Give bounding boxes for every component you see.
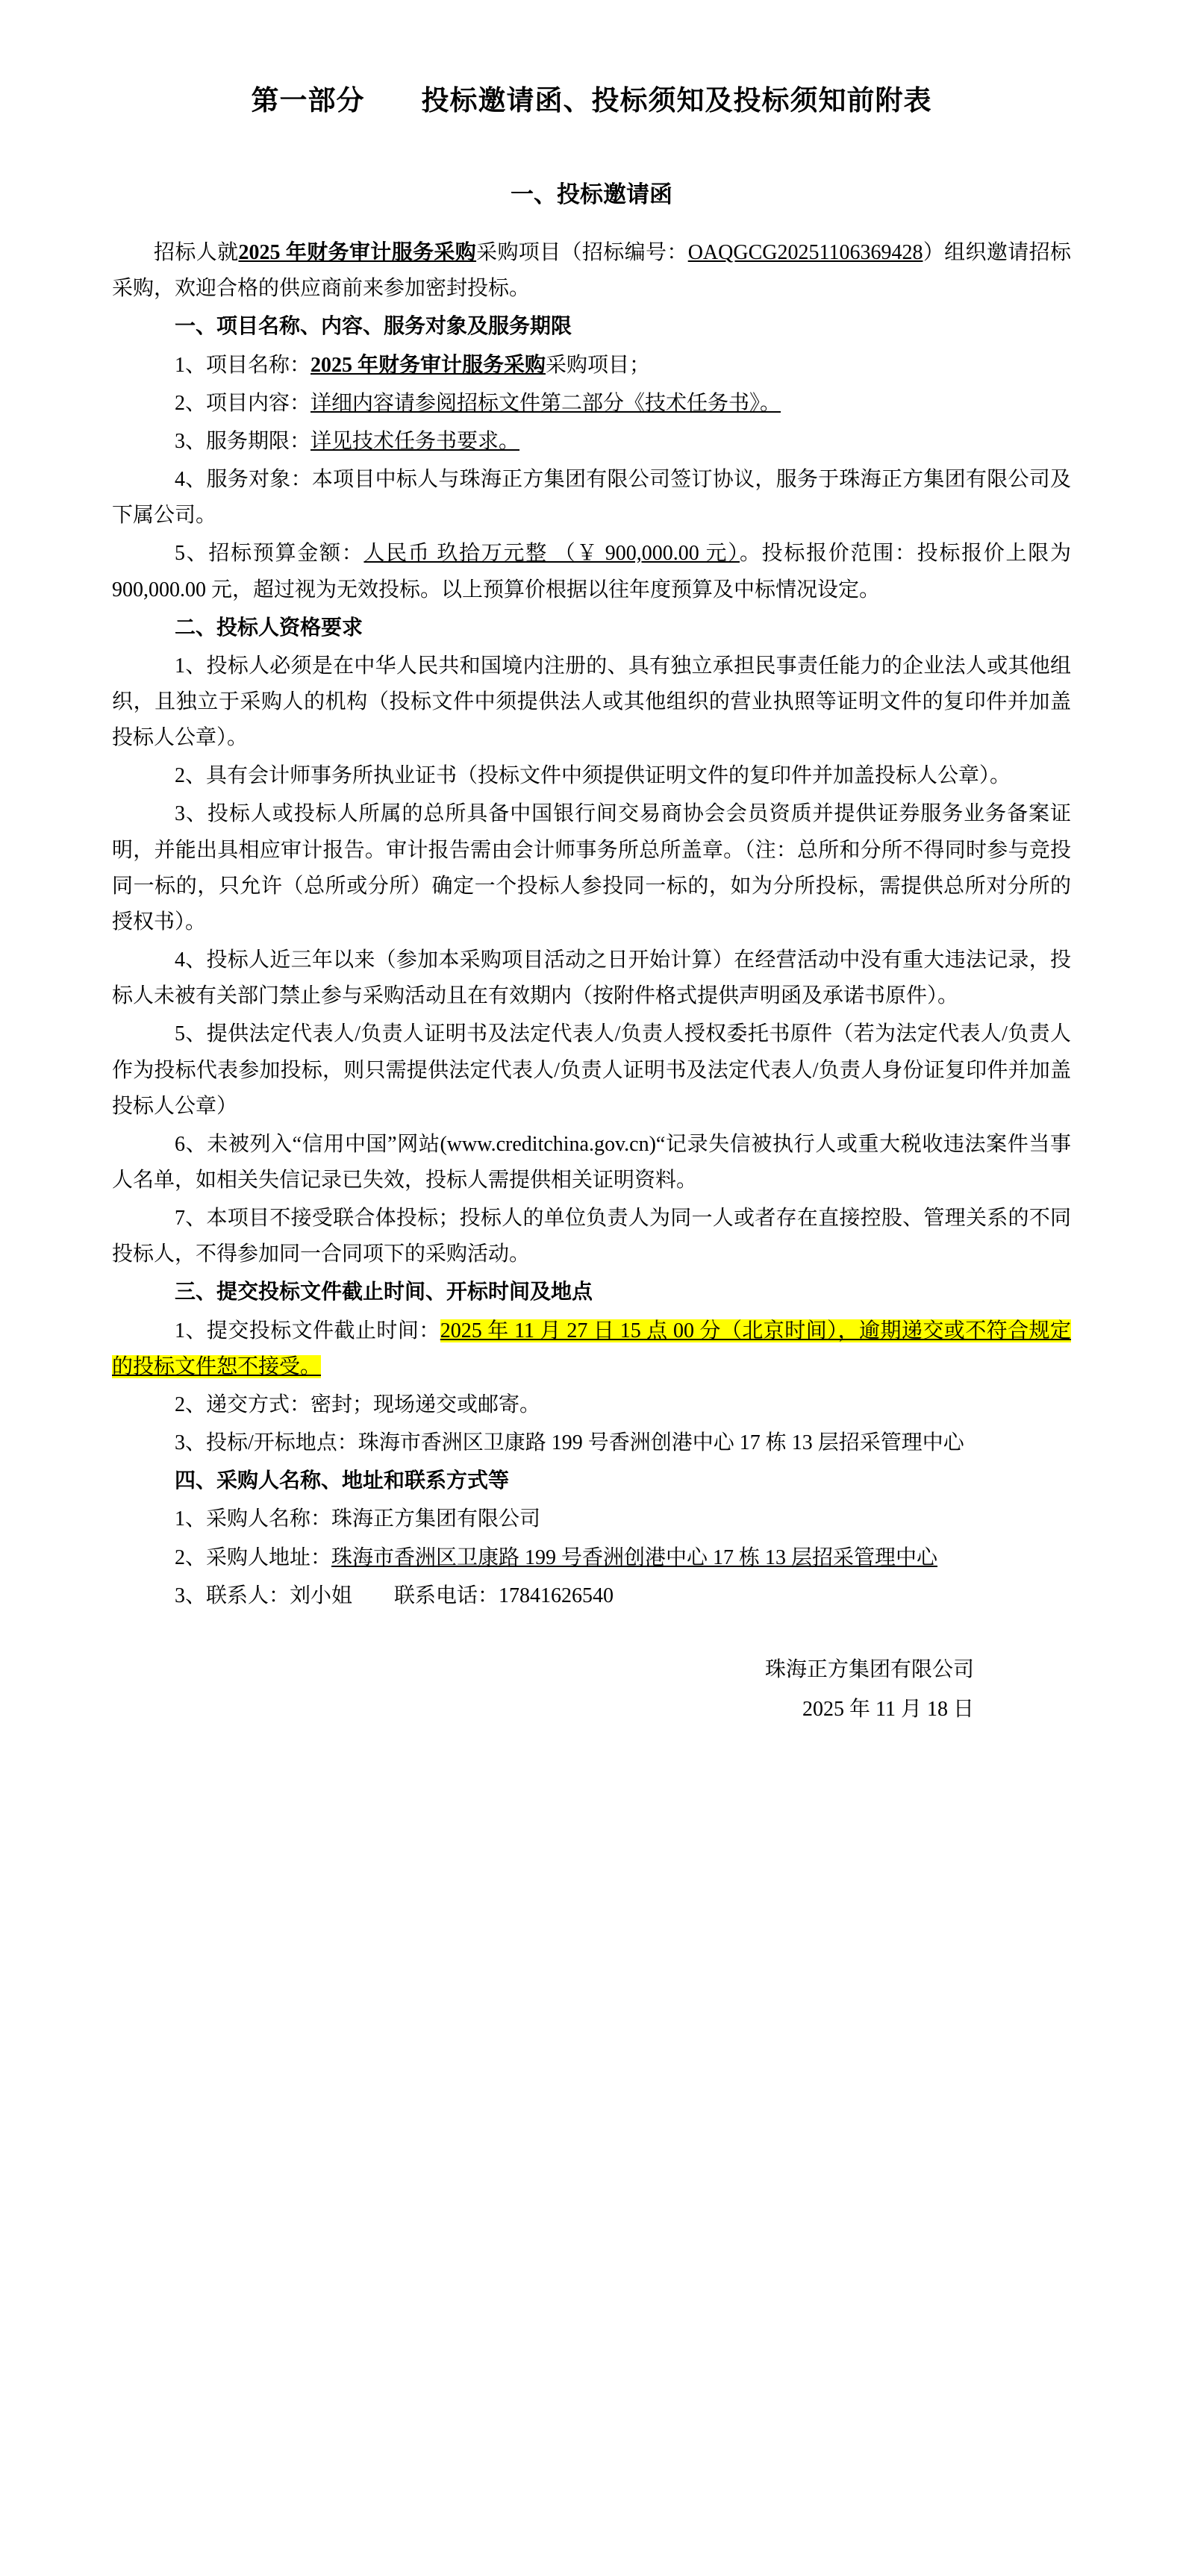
clause1-item1-prefix: 1、项目名称： — [175, 353, 311, 377]
page-title: 第一部分 投标邀请函、投标须知及投标须知前附表 — [251, 86, 932, 116]
clause1-item3-value: 详见技术任务书要求。 — [310, 429, 520, 453]
clause4-contact-phone: 联系电话：17841626540 — [394, 1584, 614, 1607]
intro-tender-number: OAQGCG20251106369428 — [687, 241, 923, 265]
clause2-item-4: 4、投标人近三年以来（参加本采购项目活动之日开始计算）在经营活动中没有重大违法记录，投标人未被有关部门禁止参与采购活动且在有效期内（按附件格式提供声明函及承诺书原件）。 — [112, 948, 1071, 1008]
clause2-item-6: 6、未被列入“信用中国”网站(www.creditchina.gov.cn)“记录失信被执行人或重大税收违法案件当事人名单，如相关失信记录已失效，投标人需提供相关证明资料。 — [112, 1132, 1071, 1192]
signature-date: 2025 年 11 月 18 日 — [802, 1698, 974, 1722]
intro-after-name: 采购项目（招标编号： — [476, 241, 688, 265]
clause2-item-1: 1、投标人必须是在中华人民共和国境内注册的、具有独立承担民事责任能力的企业法人或其他组织，且独立于采购人的机构（投标文件中须提供法人或其他组织的营业执照等证明文件的复印件并加盖投标人公章）。 — [112, 654, 1071, 750]
clause1-item5-suffix: 。投标报价范围：投标报价上限为 900,000.00 元，超过视为无效投标。以上预算价根据以往年度预算及中标情况设定。 — [112, 542, 1071, 601]
clause1-heading: 一、项目名称、内容、服务对象及服务期限 — [175, 315, 572, 339]
intro-project-name: 2025 年财务审计服务采购 — [238, 241, 477, 265]
intro-after-number: ）组织邀请招标采购，欢迎合格的供应商前来参加密封投标。 — [112, 241, 1071, 301]
signature-block — [112, 1650, 1071, 1729]
clause1-item5-prefix: 5、招标预算金额： — [175, 542, 364, 566]
clause2-item-2: 2、具有会计师事务所执业证书（投标文件中须提供证明文件的复印件并加盖投标人公章）。 — [175, 764, 1011, 788]
clause1-item-4: 4、服务对象：本项目中标人与珠海正方集团有限公司签订协议，服务于珠海正方集团有限公司及下属公司。 — [112, 468, 1071, 528]
intro-lead: 招标人就 — [154, 241, 239, 265]
clause2-heading: 二、投标人资格要求 — [175, 616, 363, 640]
clause2-item-5: 5、提供法定代表人/负责人证明书及法定代表人/负责人授权委托书原件（若为法定代表人/负责人作为投标代表参加投标，则只需提供法定代表人/负责人证明书及法定代表人/负责人身份证复印件并加盖投标人公章） — [112, 1022, 1071, 1118]
clause4-contact-person: 3、联系人：刘小姐 — [175, 1584, 353, 1607]
clause4-item2-address: 珠海市香洲区卫康路 199 号香洲创港中心 17 栋 13 层招采管理中心 — [331, 1545, 938, 1569]
clause4-item-1: 1、采购人名称：珠海正方集团有限公司 — [175, 1507, 541, 1531]
intro-paragraph — [112, 235, 1071, 307]
clause1-item3-prefix: 3、服务期限： — [175, 429, 311, 453]
clause1-item2-value: 详细内容请参阅招标文件第二部分《技术任务书》。 — [310, 391, 781, 415]
clause3-item-2: 2、递交方式：密封；现场递交或邮寄。 — [175, 1392, 541, 1416]
clause1-item-1 — [112, 348, 1071, 384]
clause4-item2-prefix: 2、采购人地址： — [175, 1545, 332, 1569]
section-heading-invitation: 一、投标邀请函 — [511, 181, 672, 207]
clause1-item1-value: 2025 年财务审计服务采购 — [310, 353, 546, 377]
clause1-item5-budget: 人民币 玖拾万元整 （￥ 900,000.00 元） — [363, 542, 740, 566]
clause3-heading: 三、提交投标文件截止时间、开标时间及地点 — [175, 1281, 593, 1304]
clause1-item1-suffix: 采购项目； — [546, 353, 651, 377]
clause4-heading: 四、采购人名称、地址和联系方式等 — [175, 1469, 510, 1493]
clause4-item-2 — [112, 1540, 1071, 1576]
clause1-item-5 — [112, 536, 1071, 607]
clause3-item-3: 3、投标/开标地点：珠海市香洲区卫康路 199 号香洲创港中心 17 栋 13 层招采管理中心 — [175, 1431, 964, 1455]
clause3-item1-prefix: 1、提交投标文件截止时间： — [175, 1319, 440, 1342]
clause1-item2-prefix: 2、项目内容： — [175, 391, 311, 415]
clause2-item-3: 3、投标人或投标人所属的总所具备中国银行间交易商协会会员资质并提供证券服务业务备案证明，并能出具相应审计报告。审计报告需由会计师事务所总所盖章。（注：总所和分所不得同时参与竞投同一标的，只允许（总所或分所）确定一个投标人参投同一标的，如为分所投标，需提供总所对分所的授权书）。 — [112, 802, 1071, 934]
clause1-item-3 — [112, 424, 1071, 460]
clause4-item-3 — [112, 1578, 1071, 1614]
signature-company: 珠海正方集团有限公司 — [764, 1657, 974, 1681]
clause3-item1-deadline: 2025 年 11 月 27 日 15 点 00 分（北京时间），逾期递交或不符合规定的投标文件恕不接受。 — [112, 1319, 1071, 1378]
clause1-item-2 — [112, 386, 1071, 422]
clause3-item-1 — [112, 1313, 1071, 1385]
clause2-item-7: 7、本项目不接受联合体投标；投标人的单位负责人为同一人或者存在直接控股、管理关系的不同投标人，不得参加同一合同项下的采购活动。 — [112, 1207, 1071, 1266]
